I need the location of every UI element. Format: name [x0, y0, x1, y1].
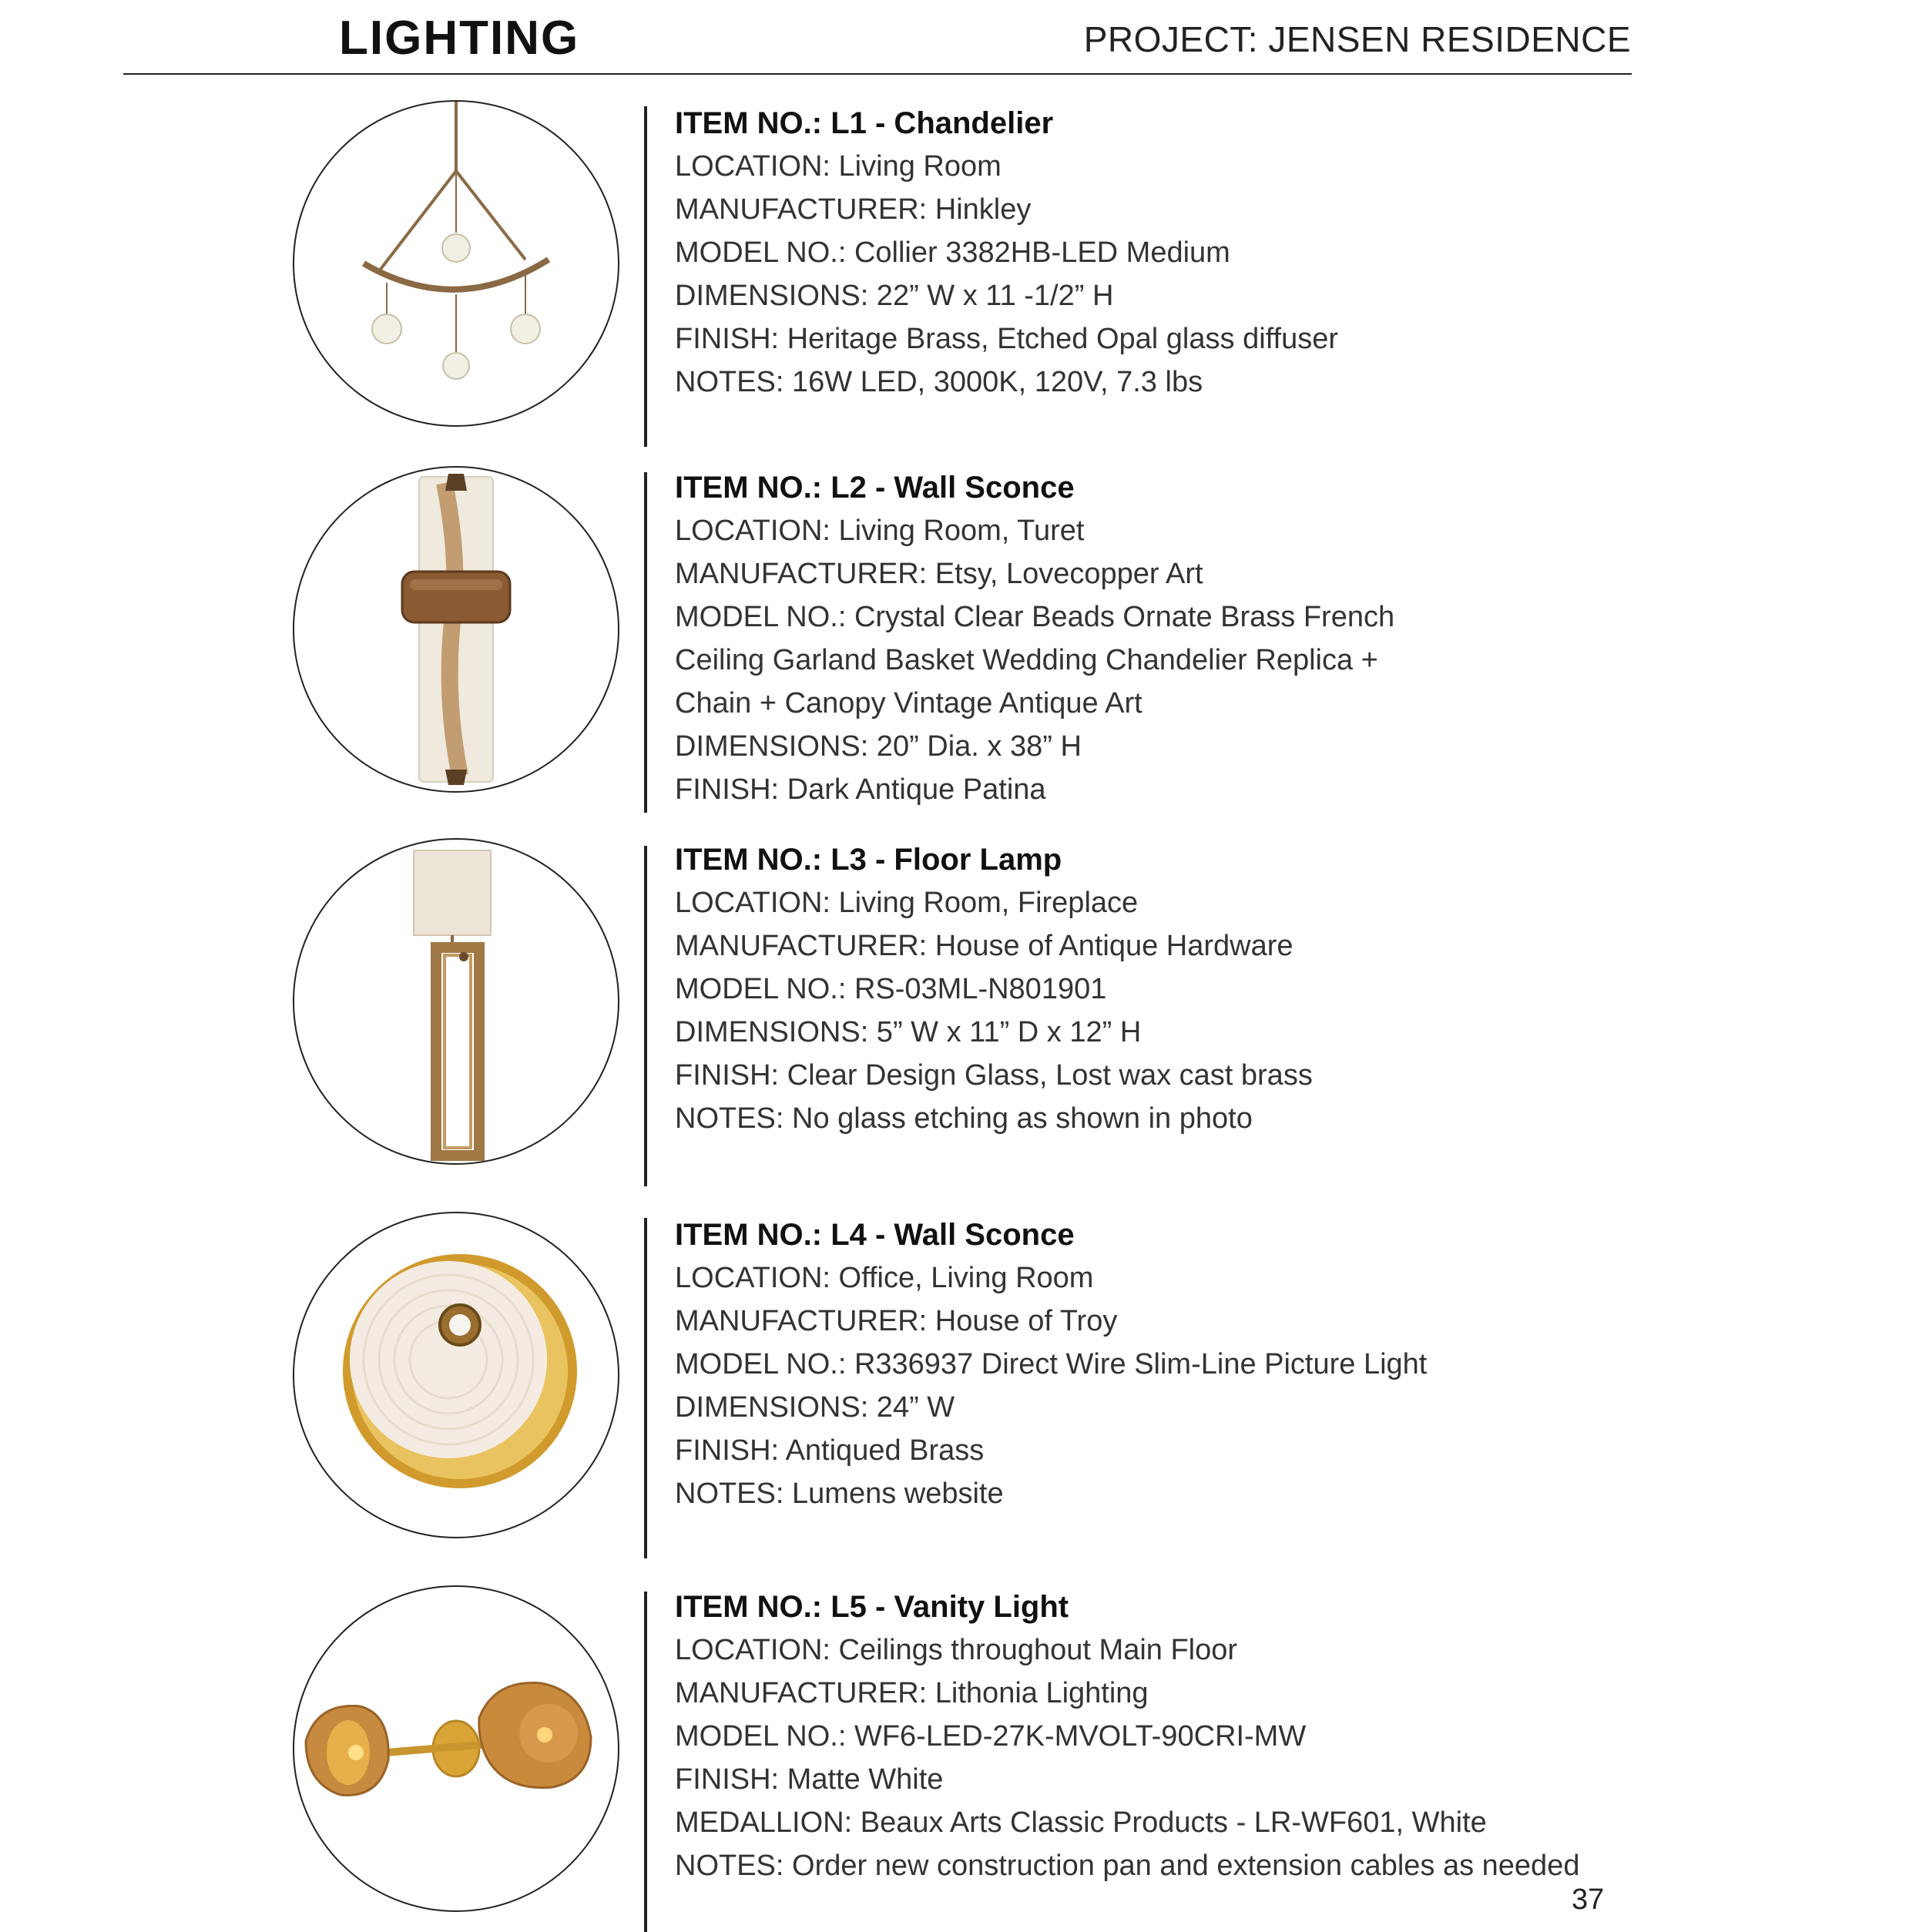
item-model: MODEL NO.: R336937 Direct Wire Slim-Line Picture Light — [675, 1348, 1428, 1380]
item-manufacturer: MANUFACTURER: House of Antique Hardware — [675, 930, 1294, 962]
item-dimensions: DIMENSIONS: 24” W — [675, 1391, 955, 1424]
item-divider — [644, 846, 647, 1186]
item-model-cont: Ceiling Garland Basket Wedding Chandelier Replica + — [675, 644, 1378, 676]
item-location: LOCATION: Living Room, Turet — [675, 515, 1085, 547]
item-location: LOCATION: Living Room — [675, 150, 1002, 183]
project-name: PROJECT: JENSEN RESIDENCE — [1083, 19, 1631, 59]
item-finish: FINISH: Clear Design Glass, Lost wax cast brass — [675, 1059, 1313, 1092]
item-dimensions: DIMENSIONS: 20” Dia. x 38” H — [675, 730, 1082, 763]
item-dimensions: DIMENSIONS: 22” W x 11 -1/2” H — [675, 280, 1114, 312]
item-model: MODEL NO.: Crystal Clear Beads Ornate Brass French — [675, 601, 1395, 633]
header-divider — [123, 73, 1632, 75]
page-title: LIGHTING — [339, 12, 580, 65]
item-manufacturer: MANUFACTURER: House of Troy — [675, 1305, 1118, 1337]
item-finish: FINISH: Matte White — [675, 1763, 944, 1796]
item-finish: FINISH: Heritage Brass, Etched Opal glass diffuser — [675, 323, 1338, 355]
item-notes: NOTES: 16W LED, 3000K, 120V, 7.3 lbs — [675, 366, 1203, 398]
item-finish: FINISH: Antiqued Brass — [675, 1434, 985, 1467]
item-model: MODEL NO.: RS-03ML-N801901 — [675, 973, 1107, 1005]
item-title: ITEM NO.: L2 - Wall Sconce — [675, 471, 1075, 505]
item-location: LOCATION: Office, Living Room — [675, 1262, 1094, 1294]
item-divider — [644, 106, 647, 447]
item-model: MODEL NO.: WF6-LED-27K-MVOLT-90CRI-MW — [675, 1720, 1307, 1753]
item-model: MODEL NO.: Collier 3382HB-LED Medium — [675, 236, 1230, 269]
item-divider — [644, 1592, 647, 1932]
item-specs — [675, 466, 1394, 811]
item-title: ITEM NO.: L4 - Wall Sconce — [675, 1218, 1075, 1252]
item-title: ITEM NO.: L3 - Floor Lamp — [675, 843, 1062, 877]
item-title: ITEM NO.: L1 - Chandelier — [675, 106, 1054, 140]
item-dimensions: DIMENSIONS: 5” W x 11” D x 12” H — [675, 1016, 1142, 1048]
item-notes: NOTES: Lumens website — [675, 1478, 1004, 1510]
item-notes: NOTES: No glass etching as shown in photo — [675, 1102, 1253, 1135]
item-divider — [644, 1218, 647, 1558]
item-manufacturer: MANUFACTURER: Etsy, Lovecopper Art — [675, 558, 1203, 590]
vanity-light-image — [293, 1585, 619, 1912]
chandelier-image — [293, 100, 619, 427]
item-location: LOCATION: Living Room, Fireplace — [675, 887, 1139, 919]
round-sconce-image — [293, 1212, 619, 1538]
item-medallion: MEDALLION: Beaux Arts Classic Products - LR-WF601, White — [675, 1806, 1487, 1839]
item-location: LOCATION: Ceilings throughout Main Floor — [675, 1634, 1238, 1666]
item-specs — [675, 1585, 1579, 1887]
item-specs — [675, 102, 1338, 404]
item-finish: FINISH: Dark Antique Patina — [675, 773, 1046, 806]
page-number: 37 — [1572, 1883, 1605, 1916]
item-title: ITEM NO.: L5 - Vanity Light — [675, 1590, 1069, 1624]
wall-sconce-image — [293, 466, 619, 793]
item-divider — [644, 472, 647, 813]
floor-lamp-image — [293, 838, 619, 1165]
item-model-cont: Chain + Canopy Vintage Antique Art — [675, 687, 1143, 719]
item-specs — [675, 1213, 1427, 1515]
item-manufacturer: MANUFACTURER: Hinkley — [675, 193, 1032, 226]
item-notes: NOTES: Order new construction pan and extension cables as needed — [675, 1850, 1580, 1882]
item-specs — [675, 838, 1313, 1140]
item-manufacturer: MANUFACTURER: Lithonia Lighting — [675, 1677, 1149, 1709]
